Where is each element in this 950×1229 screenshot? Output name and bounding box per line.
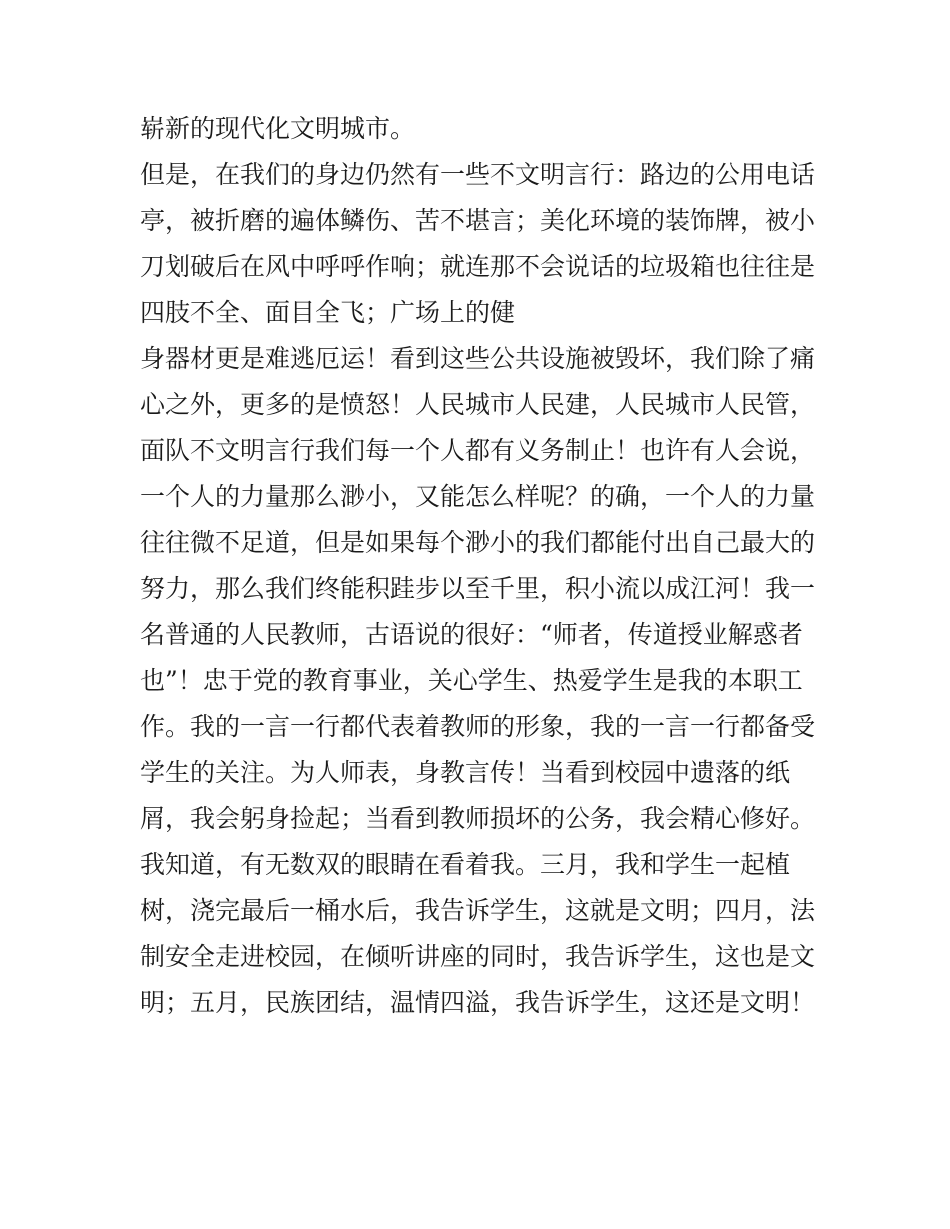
body-text — [140, 106, 830, 1026]
text-line: 树，浇完最后一桶水后，我告诉学生，这就是文明；四月，法 — [140, 896, 816, 925]
text-line: 亭，被折磨的遍体鳞伤、苦不堪言；美化环境的装饰牌，被小 — [140, 206, 816, 235]
text-line: 屑，我会躬身捡起；当看到教师损坏的公务，我会精心修好。 — [140, 804, 816, 833]
text-line: 也”！忠于党的教育事业，关心学生、热爱学生是我的本职工 — [140, 666, 803, 695]
text-line: 面队不文明言行我们每一个人都有义务制止！也许有人会说， — [140, 436, 816, 465]
text-line: 学生的关注。为人师表，身教言传！当看到校园中遗落的纸 — [140, 758, 791, 787]
text-line: 崭新的现代化文明城市。 — [140, 114, 416, 143]
text-line: 努力，那么我们终能积跬步以至千里，积小流以成江河！我一 — [140, 574, 816, 603]
text-line: 明；五月，民族团结，温情四溢，我告诉学生，这还是文明！ — [140, 988, 816, 1017]
text-line: 名普通的人民教师，古语说的很好：“师者，传道授业解惑者 — [140, 620, 803, 649]
text-line: 身器材更是难逃厄运！看到这些公共设施被毁坏，我们除了痛 — [140, 344, 816, 373]
text-line: 作。我的一言一行都代表着教师的形象，我的一言一行都备受 — [140, 712, 816, 741]
text-line: 心之外，更多的是愤怒！人民城市人民建，人民城市人民管， — [140, 390, 816, 419]
text-line: 但是，在我们的身边仍然有一些不文明言行：路边的公用电话 — [140, 160, 816, 189]
text-line: 刀划破后在风中呼呼作响；就连那不会说话的垃圾箱也往往是 — [140, 252, 816, 281]
text-line: 往往微不足道，但是如果每个渺小的我们都能付出自己最大的 — [140, 528, 816, 557]
text-line: 我知道，有无数双的眼睛在看着我。三月，我和学生一起植 — [140, 850, 791, 879]
text-line: 一个人的力量那么渺小，又能怎么样呢？的确，一个人的力量 — [140, 482, 816, 511]
text-line: 四肢不全、面目全飞；广场上的健 — [140, 298, 516, 327]
text-line: 制安全走进校园，在倾听讲座的同时，我告诉学生，这也是文 — [140, 942, 816, 971]
